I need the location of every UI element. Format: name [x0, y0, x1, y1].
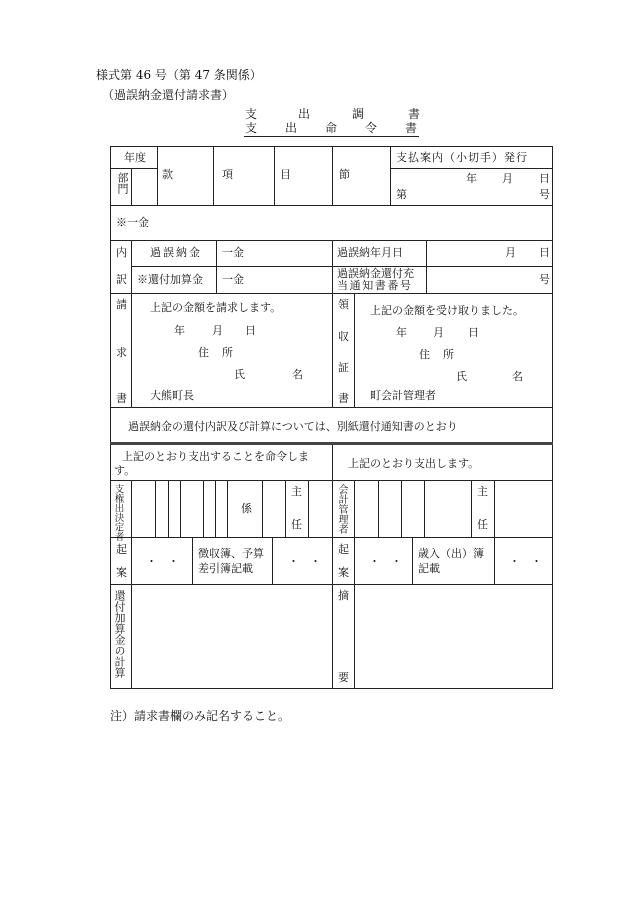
approval-right-side: 会計管理者	[336, 484, 347, 534]
ryoshu-side-2: 収	[338, 330, 349, 343]
command-left-2: す。	[114, 464, 136, 477]
form-subtitle: （過誤納金還付請求書）	[102, 88, 235, 102]
kian-right-1: 起	[338, 543, 349, 556]
seikyu-side-2: 求	[116, 346, 127, 359]
kagonou-date-day: 日	[539, 246, 550, 259]
kagonou-label: 過誤納金	[150, 246, 202, 259]
moku-label: 目	[280, 168, 291, 181]
ryoshu-address2: 所	[443, 348, 454, 361]
ryoshu-day: 日	[468, 326, 479, 339]
seikyu-name1: 氏	[234, 368, 245, 381]
seikyu-name2: 名	[292, 368, 303, 381]
row1-gou: 号	[539, 188, 550, 201]
amount-label: ※一金	[116, 216, 149, 229]
saiinyu-2: 記載	[418, 562, 440, 575]
ryoshu-text: 上記の金額を受け取りました。	[370, 304, 524, 317]
seikyu-year: 年	[174, 324, 185, 337]
ryoshu-address: 住	[419, 348, 430, 361]
approval-nin: 任	[291, 518, 302, 531]
ryoshu-side-1: 領	[338, 298, 349, 311]
nendo-label: 年度	[124, 151, 146, 164]
approval-kakari: 係	[241, 502, 252, 515]
approval-shu-2: 主	[477, 485, 488, 498]
kian-dots-1: ・ ・	[146, 555, 179, 568]
seikyu-address2: 所	[222, 346, 233, 359]
kanpu-value: 一金	[222, 273, 244, 286]
notice-label-1: 過誤納金還付充	[337, 267, 414, 280]
setsu-label: 節	[339, 168, 350, 181]
kian-dots-2: ・ ・	[288, 555, 321, 568]
command-left-1: 上記のとおり支出することを命令しま	[122, 450, 309, 463]
kan-label: 款	[162, 168, 173, 181]
kian-left-1: 起	[116, 543, 127, 556]
footnote: 注）請求書欄のみ記名すること。	[110, 709, 291, 723]
kou-label: 項	[222, 168, 233, 181]
seikyu-text: 上記の金額を請求します。	[150, 301, 282, 314]
tekiyou-2: 要	[338, 671, 349, 684]
bumon-label: 部門	[116, 172, 129, 194]
row1-month: 月	[502, 172, 513, 185]
ryoshu-name1: 氏	[456, 370, 467, 383]
seikyu-side-3: 書	[116, 392, 127, 405]
kian-right-2: 案	[338, 566, 349, 579]
tekiyou-1: 摘	[338, 589, 349, 602]
command-right: 上記のとおり支出します。	[348, 457, 480, 470]
saiinyu-1: 歳入（出）簿	[418, 547, 484, 560]
kanpu-label: ※還付加算金	[137, 273, 203, 286]
ryoshu-side-4: 書	[338, 392, 349, 405]
row1-dai: 第	[396, 188, 407, 201]
seikyu-address: 住	[198, 346, 209, 359]
approval-nin-2: 任	[477, 518, 488, 531]
kagonou-value: 一金	[222, 246, 244, 259]
kagonou-date-month: 月	[505, 246, 516, 259]
seikyu-month: 月	[212, 324, 223, 337]
seikyu-to: 大熊町長	[150, 389, 194, 402]
kian-dots-3: ・ ・	[369, 555, 402, 568]
ryoshu-year: 年	[396, 326, 407, 339]
bottom-left-side: 還付加算金の計算	[113, 590, 126, 678]
seikyu-side-1: 請	[116, 298, 127, 311]
ryoshu-name2: 名	[512, 370, 523, 383]
notice-gou: 号	[539, 273, 550, 286]
kagonou-date-label: 過誤納年月日	[337, 246, 403, 259]
title-underline	[244, 136, 419, 137]
approval-shu: 主	[291, 485, 302, 498]
shiharai-label: 支払案内（小切手）発行	[396, 151, 528, 164]
kian-middle-1: 徴収簿、予算	[198, 547, 264, 560]
ryoshu-month: 月	[433, 326, 444, 339]
row1-day: 日	[539, 172, 550, 185]
ryoshu-to: 町会計管理者	[370, 389, 436, 402]
ryoshu-side-3: 証	[338, 361, 349, 374]
seikyu-day: 日	[245, 324, 256, 337]
form-number: 様式第 46 号（第 47 条関係）	[96, 68, 262, 82]
notice-label-2: 当通知書番号	[337, 279, 413, 292]
note-row: 過誤納金の還付内訳及び計算については、別紙還付通知書のとおり	[128, 420, 458, 433]
uchiwake-side-1: 内	[116, 246, 127, 259]
row1-year: 年	[466, 172, 477, 185]
kian-middle-2: 差引簿記載	[198, 562, 253, 575]
kian-dots-4: ・ ・	[509, 555, 542, 568]
approval-left-side: 支権出決定者	[112, 484, 124, 541]
uchiwake-side-2: 訳	[116, 273, 127, 286]
kian-left-2: 案	[116, 566, 127, 579]
